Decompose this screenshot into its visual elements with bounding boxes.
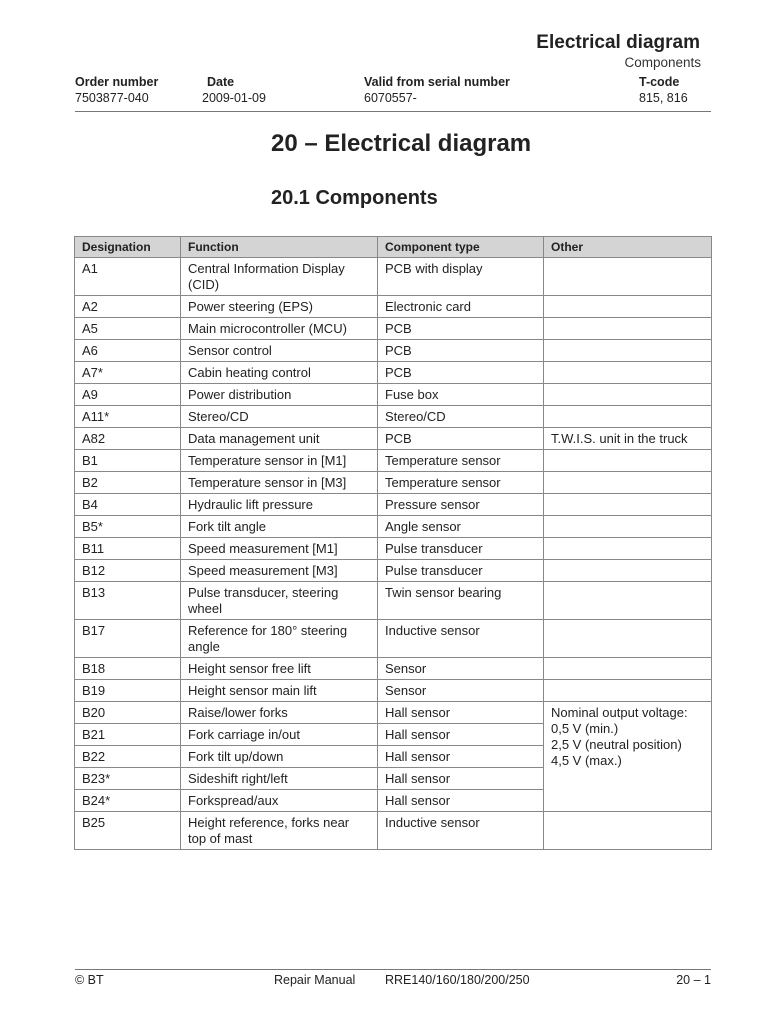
page-footer	[75, 969, 711, 987]
component-type-cell: Pressure sensor	[378, 494, 544, 516]
other-cell	[544, 472, 712, 494]
designation-cell: B19	[75, 680, 181, 702]
other-cell	[544, 680, 712, 702]
table-row	[75, 384, 712, 406]
component-type-cell: PCB	[378, 362, 544, 384]
function-cell: Main microcontroller (MCU)	[181, 318, 378, 340]
table-row	[75, 472, 712, 494]
component-type-cell: Sensor	[378, 680, 544, 702]
other-cell	[544, 516, 712, 538]
table-body	[75, 258, 712, 850]
meta-label: Order number	[75, 75, 159, 89]
designation-cell: A6	[75, 340, 181, 362]
designation-cell: B21	[75, 724, 181, 746]
column-header: Component type	[378, 237, 544, 258]
other-cell	[544, 494, 712, 516]
designation-cell: B1	[75, 450, 181, 472]
table-row	[75, 658, 712, 680]
function-cell: Sensor control	[181, 340, 378, 362]
designation-cell: B12	[75, 560, 181, 582]
component-type-cell: PCB with display	[378, 258, 544, 296]
chapter-title: 20 – Electrical diagram	[271, 130, 532, 157]
component-type-cell: Sensor	[378, 658, 544, 680]
other-cell	[544, 296, 712, 318]
designation-cell: B5*	[75, 516, 181, 538]
components-table	[74, 236, 712, 850]
designation-cell: B18	[75, 658, 181, 680]
function-cell: Fork carriage in/out	[181, 724, 378, 746]
other-cell	[544, 258, 712, 296]
function-cell: Forkspread/aux	[181, 790, 378, 812]
other-cell	[544, 362, 712, 384]
other-cell	[544, 340, 712, 362]
designation-cell: B17	[75, 620, 181, 658]
column-header: Other	[544, 237, 712, 258]
function-cell: Reference for 180° steering angle	[181, 620, 378, 658]
table-row	[75, 450, 712, 472]
function-cell: Data management unit	[181, 428, 378, 450]
component-type-cell: Inductive sensor	[378, 620, 544, 658]
function-cell: Fork tilt angle	[181, 516, 378, 538]
other-cell	[544, 318, 712, 340]
meta-date	[202, 75, 266, 106]
function-cell: Cabin heating control	[181, 362, 378, 384]
function-cell: Fork tilt up/down	[181, 746, 378, 768]
meta-label: Valid from serial number	[364, 75, 510, 89]
meta-value: 7503877-040	[75, 91, 149, 105]
function-cell: Raise/lower forks	[181, 702, 378, 724]
meta-value: 6070557-	[364, 91, 417, 105]
header-title: Electrical diagram	[536, 32, 700, 53]
function-cell: Height sensor free lift	[181, 658, 378, 680]
other-cell	[544, 812, 712, 850]
component-type-cell: PCB	[378, 340, 544, 362]
other-cell	[544, 384, 712, 406]
table-row	[75, 428, 712, 450]
table-row	[75, 680, 712, 702]
table-row	[75, 702, 712, 724]
designation-cell: B23*	[75, 768, 181, 790]
function-cell: Height reference, forks near top of mast	[181, 812, 378, 850]
designation-cell: A7*	[75, 362, 181, 384]
other-cell	[544, 620, 712, 658]
other-cell	[544, 582, 712, 620]
designation-cell: B22	[75, 746, 181, 768]
designation-cell: A2	[75, 296, 181, 318]
function-cell: Hydraulic lift pressure	[181, 494, 378, 516]
designation-cell: A5	[75, 318, 181, 340]
meta-value: 2009-01-09	[202, 91, 266, 105]
component-type-cell: Temperature sensor	[378, 450, 544, 472]
component-type-cell: PCB	[378, 318, 544, 340]
other-cell: T.W.I.S. unit in the truck	[544, 428, 712, 450]
meta-serial	[364, 75, 510, 106]
designation-cell: A11*	[75, 406, 181, 428]
designation-cell: B20	[75, 702, 181, 724]
meta-label: Date	[207, 75, 235, 89]
component-type-cell: Hall sensor	[378, 702, 544, 724]
table-row	[75, 362, 712, 384]
component-type-cell: Hall sensor	[378, 768, 544, 790]
function-cell: Power distribution	[181, 384, 378, 406]
meta-order-number	[75, 75, 158, 106]
function-cell: Pulse transducer, steering wheel	[181, 582, 378, 620]
component-type-cell: Pulse transducer	[378, 538, 544, 560]
function-cell: Temperature sensor in [M3]	[181, 472, 378, 494]
component-type-cell: PCB	[378, 428, 544, 450]
footer-manual: Repair Manual	[274, 973, 356, 987]
component-type-cell: Hall sensor	[378, 724, 544, 746]
function-cell: Speed measurement [M3]	[181, 560, 378, 582]
designation-cell: A9	[75, 384, 181, 406]
footer-copyright: © BT	[75, 973, 104, 987]
footer-models: RRE140/160/180/200/250	[385, 973, 530, 987]
component-type-cell: Pulse transducer	[378, 560, 544, 582]
designation-cell: B25	[75, 812, 181, 850]
designation-cell: A1	[75, 258, 181, 296]
other-cell	[544, 450, 712, 472]
table-row	[75, 560, 712, 582]
component-type-cell: Fuse box	[378, 384, 544, 406]
function-cell: Temperature sensor in [M1]	[181, 450, 378, 472]
other-cell	[544, 538, 712, 560]
column-header: Function	[181, 237, 378, 258]
column-header: Designation	[75, 237, 181, 258]
table-row	[75, 538, 712, 560]
table-row	[75, 516, 712, 538]
table-row	[75, 494, 712, 516]
table-row	[75, 318, 712, 340]
designation-cell: B24*	[75, 790, 181, 812]
table-row	[75, 406, 712, 428]
function-cell: Stereo/CD	[181, 406, 378, 428]
designation-cell: B4	[75, 494, 181, 516]
component-type-cell: Hall sensor	[378, 790, 544, 812]
meta-tcode	[639, 75, 688, 106]
table-row	[75, 582, 712, 620]
other-cell	[544, 406, 712, 428]
section-title: 20.1 Components	[271, 187, 438, 209]
header-subtitle: Components	[624, 55, 701, 70]
footer-page-number: 20 – 1	[676, 973, 711, 987]
meta-value: 815, 816	[639, 91, 688, 105]
function-cell: Power steering (EPS)	[181, 296, 378, 318]
table-header-row	[75, 237, 712, 258]
function-cell: Height sensor main lift	[181, 680, 378, 702]
designation-cell: B2	[75, 472, 181, 494]
component-type-cell: Temperature sensor	[378, 472, 544, 494]
meta-label: T-code	[639, 75, 680, 89]
component-type-cell: Inductive sensor	[378, 812, 544, 850]
designation-cell: B11	[75, 538, 181, 560]
other-cell	[544, 560, 712, 582]
designation-cell: B13	[75, 582, 181, 620]
table-row	[75, 812, 712, 850]
designation-cell: A82	[75, 428, 181, 450]
table-row	[75, 620, 712, 658]
other-cell	[544, 658, 712, 680]
function-cell: Central Information Display (CID)	[181, 258, 378, 296]
component-type-cell: Electronic card	[378, 296, 544, 318]
table-row	[75, 296, 712, 318]
table-row	[75, 340, 712, 362]
component-type-cell: Stereo/CD	[378, 406, 544, 428]
component-type-cell: Angle sensor	[378, 516, 544, 538]
table-row	[75, 258, 712, 296]
component-type-cell: Twin sensor bearing	[378, 582, 544, 620]
document-meta	[75, 75, 711, 112]
function-cell: Speed measurement [M1]	[181, 538, 378, 560]
function-cell: Sideshift right/left	[181, 768, 378, 790]
component-type-cell: Hall sensor	[378, 746, 544, 768]
other-cell: Nominal output voltage: 0,5 V (min.) 2,5 V (neutral position) 4,5 V (max.)	[544, 702, 712, 812]
